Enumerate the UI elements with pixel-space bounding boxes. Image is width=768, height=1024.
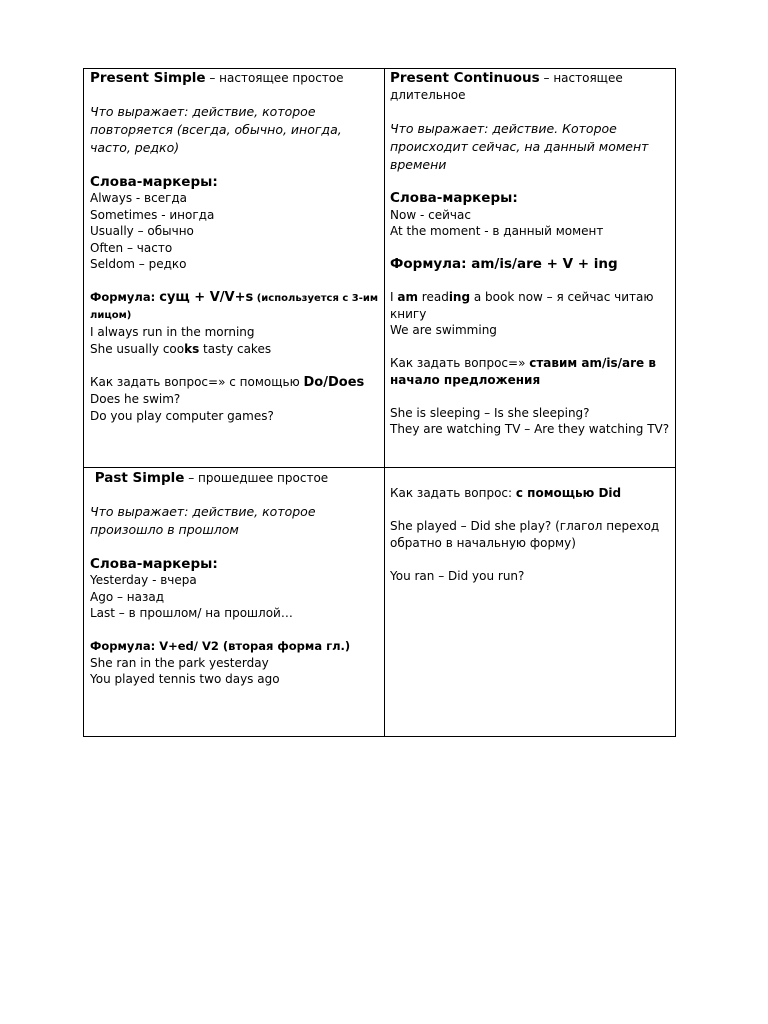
marker-item: Ago – назад [90, 589, 165, 604]
table-vertical-divider [384, 69, 385, 736]
formula-text: Формула: am/is/are + V + ing [390, 256, 618, 272]
marker-item: Last – в прошлом/ на прошлой… [90, 606, 293, 620]
marker-item: Seldom – редко [90, 257, 187, 271]
marker-item: Always - всегда [90, 191, 188, 205]
question-example: Do you play computer games? [90, 408, 274, 423]
table-horizontal-divider [84, 467, 675, 468]
formula-note: лицом) [90, 309, 132, 321]
tense-title: Present Continuous [390, 70, 540, 86]
marker-item: Yesterday - вчера [90, 573, 197, 587]
example-sentence: I am reading a book now – я сейчас читаю [390, 290, 654, 304]
question-example: She is sleeping – Is she sleeping? [390, 405, 590, 420]
example-sentence: книгу [390, 306, 427, 321]
question-example: Does he swim? [90, 392, 181, 406]
meaning-line: часто, редко) [90, 140, 180, 155]
tense-subtitle: – настоящее простое [205, 71, 344, 85]
past-simple-heading [90, 470, 378, 487]
marker-item: Now - сейчас [390, 207, 471, 222]
meaning-line: повторяется (всегда, обычно, иногда, [90, 122, 342, 137]
present-simple-heading [90, 70, 378, 87]
tense-title: Present Simple [90, 70, 206, 86]
marker-item: Often – часто [90, 240, 173, 255]
tense-title: Past Simple [90, 470, 185, 486]
meaning-line: Что выражает: действие, которое [90, 504, 316, 519]
past-simple-cell [90, 470, 378, 688]
tense-subtitle: – прошедшее простое [184, 471, 329, 485]
markers-heading: Слова-маркеры: [90, 173, 218, 190]
grammar-table [83, 68, 676, 737]
marker-item: Usually – обычно [90, 224, 194, 238]
present-continuous-cell [390, 70, 672, 438]
marker-item: Sometimes - иногда [90, 207, 215, 222]
past-question-cell [390, 485, 672, 584]
question-rule: Как задать вопрос=» с помощью Do/Does [90, 374, 365, 390]
formula-note: (используется с 3-им [253, 293, 379, 304]
example-sentence: We are swimming [390, 323, 497, 337]
question-rule: Как задать вопрос: с помощью Did [390, 486, 622, 500]
meaning-line: Что выражает: действие. Которое [390, 120, 617, 136]
marker-item: At the moment - в данный момент [390, 224, 604, 238]
markers-heading: Слова-маркеры: [90, 555, 218, 572]
meaning-line: происходит сейчас, на данный момент [390, 138, 649, 154]
formula-text: Формула: V+ed/ V2 (вторая форма гл.) [90, 639, 351, 653]
example-sentence: She usually cooks tasty cakes [90, 341, 272, 356]
present-continuous-heading [390, 70, 672, 87]
example-sentence: She ran in the park yesterday [90, 655, 269, 670]
question-example: обратно в начальную форму) [390, 535, 576, 550]
question-rule: начало предложения [390, 372, 541, 387]
example-sentence: I always run in the morning [90, 325, 255, 339]
tense-subtitle: длительное [390, 87, 466, 102]
question-rule: Как задать вопрос=» ставим am/is/are в [390, 356, 656, 370]
meaning-line: времени [390, 156, 447, 172]
present-simple-cell [90, 70, 378, 424]
formula-text: сущ + V/V+s [159, 290, 254, 305]
meaning-line: Что выражает: действие, которое [90, 104, 316, 119]
example-sentence: You played tennis two days ago [90, 672, 280, 686]
formula-line [90, 289, 378, 308]
formula-label: Формула: [90, 290, 160, 304]
meaning-line: произошло в прошлом [90, 522, 239, 537]
question-example: She played – Did she play? (глагол переход [390, 519, 660, 533]
question-example: They are watching TV – Are they watching TV? [390, 422, 670, 436]
question-example: You ran – Did you run? [390, 568, 525, 583]
markers-heading: Слова-маркеры: [390, 190, 518, 206]
tense-subtitle: – настоящее [539, 71, 623, 85]
